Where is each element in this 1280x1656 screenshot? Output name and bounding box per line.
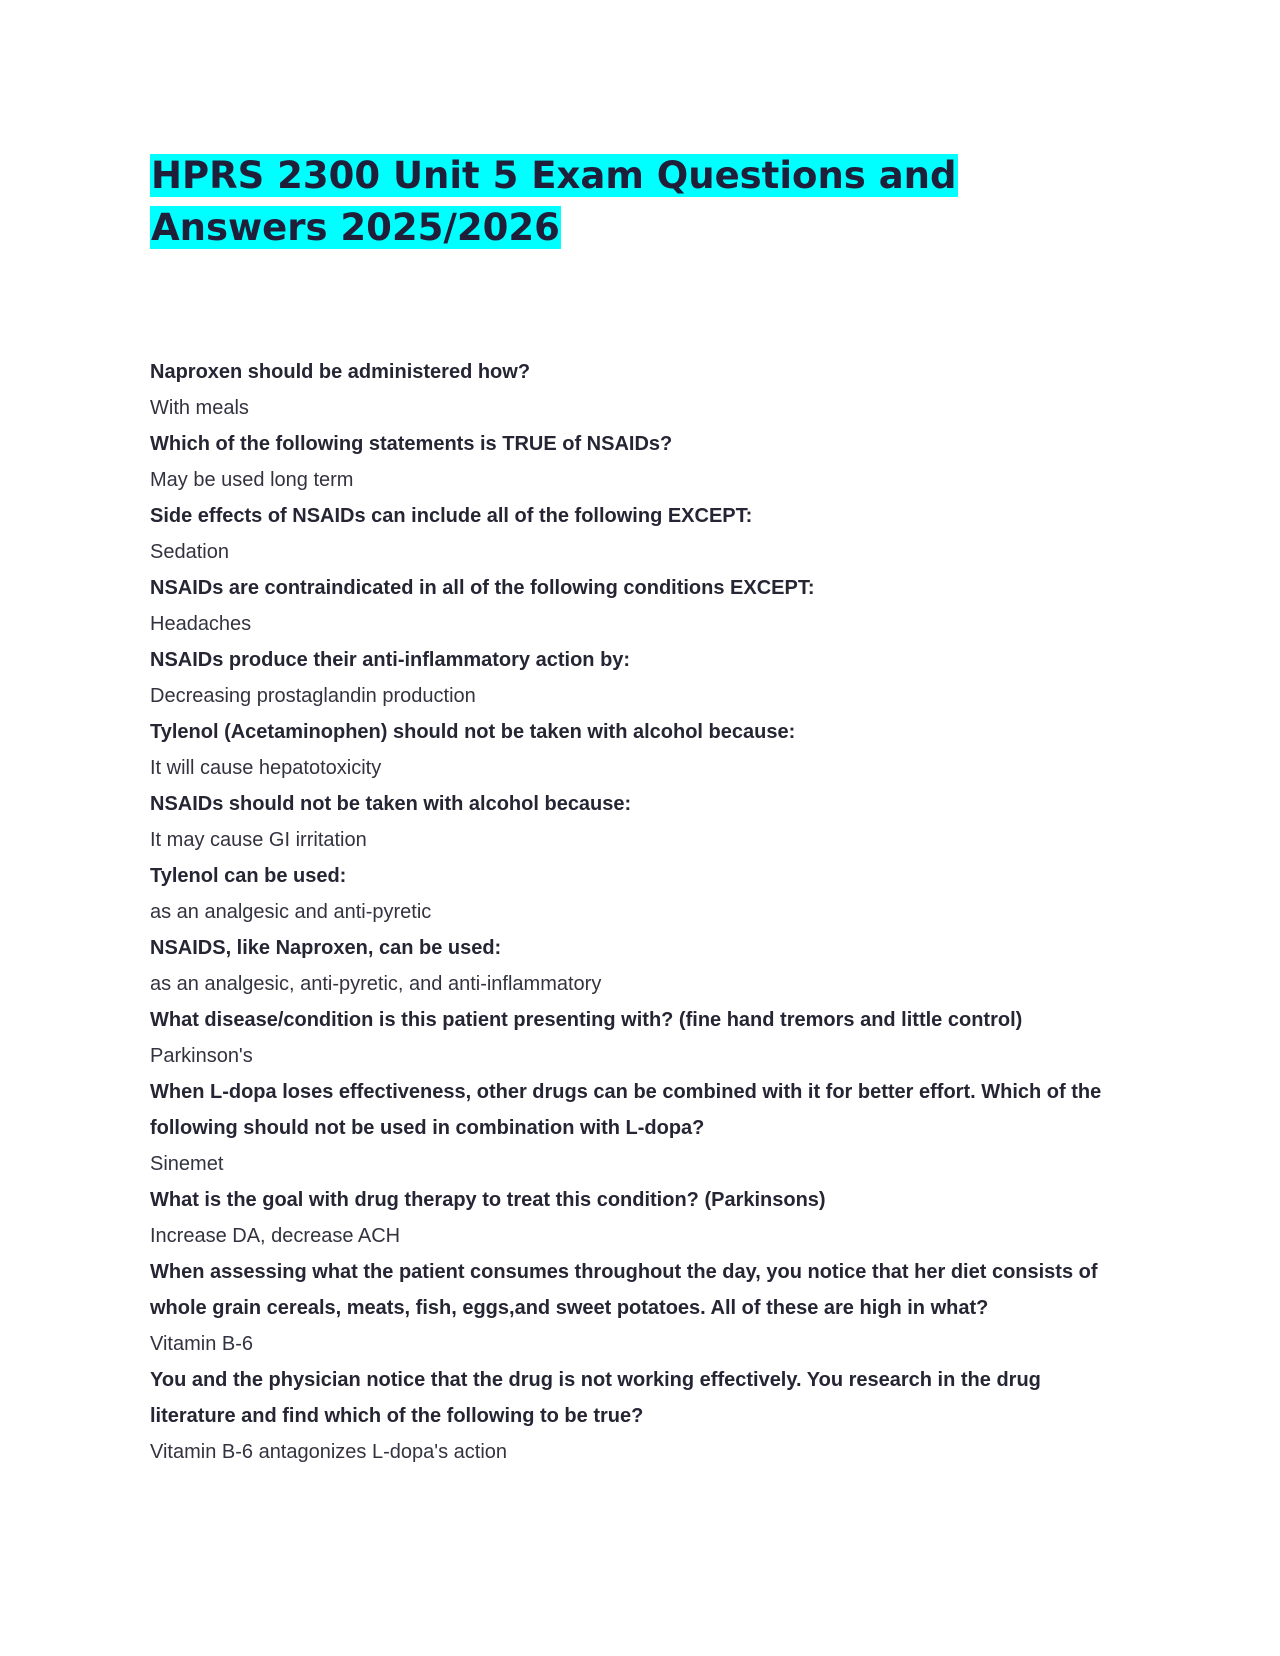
answer-5: Decreasing prostaglandin production — [150, 685, 476, 707]
question-10: What disease/condition is this patient presenting with? (fine hand tremors and little control) — [150, 1009, 1023, 1031]
question-12: What is the goal with drug therapy to treat this condition? (Parkinsons) — [150, 1189, 826, 1211]
answer-9: as an analgesic, anti-pyretic, and anti-inflammatory — [150, 973, 602, 995]
document-title — [150, 150, 1070, 254]
question-7: NSAIDs should not be taken with alcohol because: — [150, 793, 632, 815]
question-1: Naproxen should be administered how? — [150, 361, 531, 383]
answer-10: Parkinson's — [150, 1045, 253, 1067]
question-5: NSAIDs produce their anti-inflammatory action by: — [150, 649, 631, 671]
title-highlight: HPRS 2300 Unit 5 Exam Questions and Answers 2025/2026 — [151, 154, 957, 249]
question-2: Which of the following statements is TRUE of NSAIDs? — [150, 433, 673, 455]
answer-2: May be used long term — [150, 469, 354, 491]
question-13: When assessing what the patient consumes throughout the day, you notice that her diet consists of whole grain cereals, meats, fish, eggs,and sweet potatoes. All of these are high in what? — [150, 1261, 1098, 1319]
answer-8: as an analgesic and anti-pyretic — [150, 901, 432, 923]
question-4: NSAIDs are contraindicated in all of the following conditions EXCEPT: — [150, 577, 815, 599]
question-9: NSAIDS, like Naproxen, can be used: — [150, 937, 502, 959]
question-3: Side effects of NSAIDs can include all of the following EXCEPT: — [150, 505, 753, 527]
question-8: Tylenol can be used: — [150, 865, 347, 887]
answer-7: It may cause GI irritation — [150, 829, 367, 851]
question-11: When L-dopa loses effectiveness, other drugs can be combined with it for better effort. Which of the following should not be used in combination with L-dopa? — [150, 1081, 1102, 1139]
answer-4: Headaches — [150, 613, 252, 635]
answer-3: Sedation — [150, 541, 229, 563]
qa-list — [150, 354, 1130, 1470]
answer-1: With meals — [150, 397, 249, 419]
question-14: You and the physician notice that the drug is not working effectively. You research in the drug literature and find which of the following to be true? — [150, 1369, 1041, 1427]
answer-13: Vitamin B-6 — [150, 1333, 254, 1355]
question-6: Tylenol (Acetaminophen) should not be taken with alcohol because: — [150, 721, 796, 743]
answer-6: It will cause hepatotoxicity — [150, 757, 382, 779]
answer-14: Vitamin B-6 antagonizes L-dopa's action — [150, 1441, 508, 1463]
answer-12: Increase DA, decrease ACH — [150, 1225, 401, 1247]
answer-11: Sinemet — [150, 1153, 224, 1175]
